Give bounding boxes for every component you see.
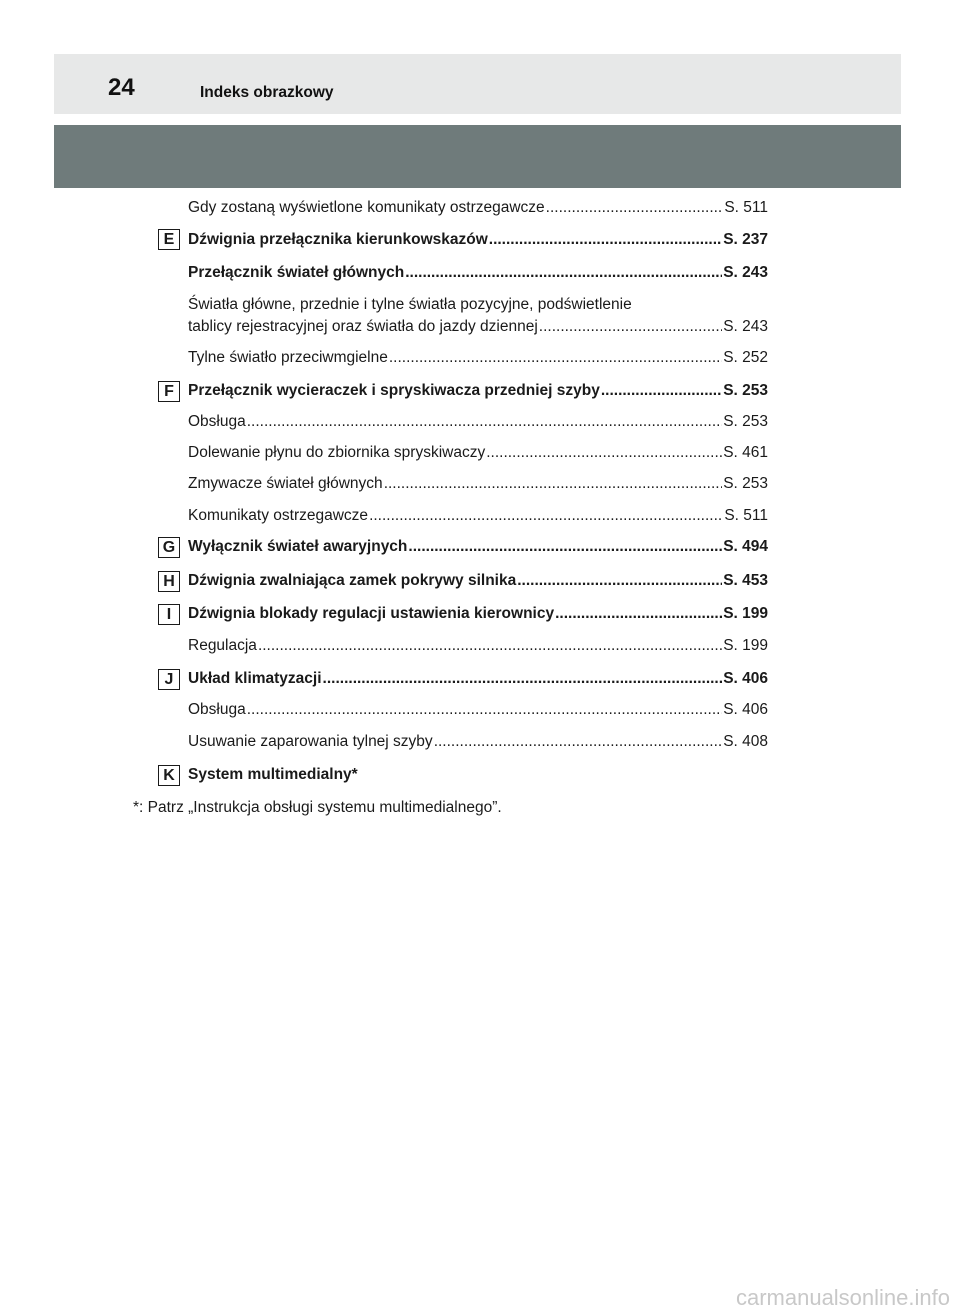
index-entry bbox=[188, 411, 768, 433]
entry-page: S. 406 bbox=[723, 670, 768, 687]
section-badge-f: F bbox=[158, 381, 180, 402]
index-entry bbox=[188, 699, 768, 721]
entry-label: Dźwignia blokady regulacji ustawienia kierownicy bbox=[188, 605, 555, 622]
entry-page: S. 253 bbox=[723, 413, 768, 430]
index-entry bbox=[188, 294, 768, 338]
entry-label-line1: Światła główne, przednie i tylne światła pozycyjne, podświetlenie bbox=[188, 296, 632, 313]
entry-page: S. 408 bbox=[723, 733, 768, 750]
title-bar bbox=[54, 125, 901, 188]
dot-leader bbox=[517, 570, 722, 592]
index-entry bbox=[188, 505, 768, 527]
dot-leader bbox=[555, 603, 722, 625]
dot-leader bbox=[389, 347, 722, 369]
entry-page: S. 406 bbox=[723, 701, 768, 718]
entry-page: S. 453 bbox=[723, 572, 768, 589]
entry-label: Obsługa bbox=[188, 701, 246, 718]
entry-page: S. 494 bbox=[723, 538, 768, 555]
entry-label: Gdy zostaną wyświetlone komunikaty ostrzegawcze bbox=[188, 199, 545, 216]
dot-leader bbox=[489, 229, 722, 251]
entry-label: Dolewanie płynu do zbiornika spryskiwaczy bbox=[188, 444, 486, 461]
entry-label: Układ klimatyzacji bbox=[188, 670, 322, 687]
page-number: 24 bbox=[108, 74, 135, 101]
index-entry bbox=[188, 473, 768, 495]
header-band bbox=[54, 54, 901, 114]
index-entry bbox=[188, 603, 768, 625]
entry-label: Obsługa bbox=[188, 413, 246, 430]
dot-leader bbox=[539, 316, 722, 338]
dot-leader bbox=[405, 262, 722, 284]
entry-page: S. 199 bbox=[723, 605, 768, 622]
index-entry bbox=[188, 635, 768, 657]
entry-label: Dźwignia przełącznika kierunkowskazów bbox=[188, 231, 488, 248]
dot-leader bbox=[323, 668, 723, 690]
entry-page: S. 461 bbox=[723, 444, 768, 461]
dot-leader bbox=[384, 473, 723, 495]
entry-page: S. 252 bbox=[723, 349, 768, 366]
index-entry bbox=[188, 668, 768, 690]
entry-label: Komunikaty ostrzegawcze bbox=[188, 507, 369, 524]
index-entry bbox=[188, 262, 768, 284]
entry-label: Dźwignia zwalniająca zamek pokrywy silnika bbox=[188, 572, 517, 589]
section-badge-k: K bbox=[158, 765, 180, 786]
index-entry bbox=[188, 229, 768, 251]
section-badge-g: G bbox=[158, 537, 180, 558]
entry-label: Przełącznik wycieraczek i spryskiwacza przedniej szyby bbox=[188, 382, 600, 399]
section-badge-j: J bbox=[158, 669, 180, 690]
dot-leader bbox=[486, 442, 722, 464]
index-entry bbox=[188, 442, 768, 464]
section-badge-h: H bbox=[158, 571, 180, 592]
entry-page: S. 243 bbox=[723, 318, 768, 335]
dot-leader bbox=[258, 635, 722, 657]
dot-leader bbox=[408, 536, 722, 558]
dot-leader bbox=[546, 197, 724, 219]
entry-label: Usuwanie zaparowania tylnej szyby bbox=[188, 733, 433, 750]
index-entry bbox=[188, 764, 768, 786]
dot-leader bbox=[247, 411, 722, 433]
entry-label: Zmywacze świateł głównych bbox=[188, 475, 383, 492]
entry-page: S. 511 bbox=[724, 199, 768, 216]
dot-leader bbox=[601, 380, 722, 402]
index-entry bbox=[188, 536, 768, 558]
dot-leader bbox=[434, 731, 723, 753]
entry-page: S. 253 bbox=[723, 382, 768, 399]
entry-page: S. 237 bbox=[723, 231, 768, 248]
entry-label: Tylne światło przeciwmgielne bbox=[188, 349, 388, 366]
watermark: carmanualsonline.info bbox=[735, 1285, 950, 1310]
entry-label: tablicy rejestracyjnej oraz światła do jazdy dziennej bbox=[188, 318, 538, 335]
entry-label: Przełącznik świateł głównych bbox=[188, 264, 405, 281]
section-badge-e: E bbox=[158, 229, 180, 250]
section-title: Indeks obrazkowy bbox=[200, 84, 334, 101]
footnote: *: Patrz „Instrukcja obsługi systemu multimedialnego”. bbox=[133, 799, 502, 816]
entry-page: S. 511 bbox=[724, 507, 768, 524]
entry-label: Wyłącznik świateł awaryjnych bbox=[188, 538, 408, 555]
index-entry bbox=[188, 347, 768, 369]
index-entry bbox=[188, 380, 768, 402]
index-entry bbox=[188, 197, 768, 219]
entry-page: S. 199 bbox=[723, 637, 768, 654]
index-entry bbox=[188, 570, 768, 592]
dot-leader bbox=[369, 505, 723, 527]
entry-page: S. 243 bbox=[723, 264, 768, 281]
entry-page: S. 253 bbox=[723, 475, 768, 492]
dot-leader bbox=[247, 699, 722, 721]
section-badge-i: I bbox=[158, 604, 180, 625]
index-entry bbox=[188, 731, 768, 753]
entry-label: Regulacja bbox=[188, 637, 257, 654]
entry-label: System multimedialny* bbox=[188, 766, 358, 783]
